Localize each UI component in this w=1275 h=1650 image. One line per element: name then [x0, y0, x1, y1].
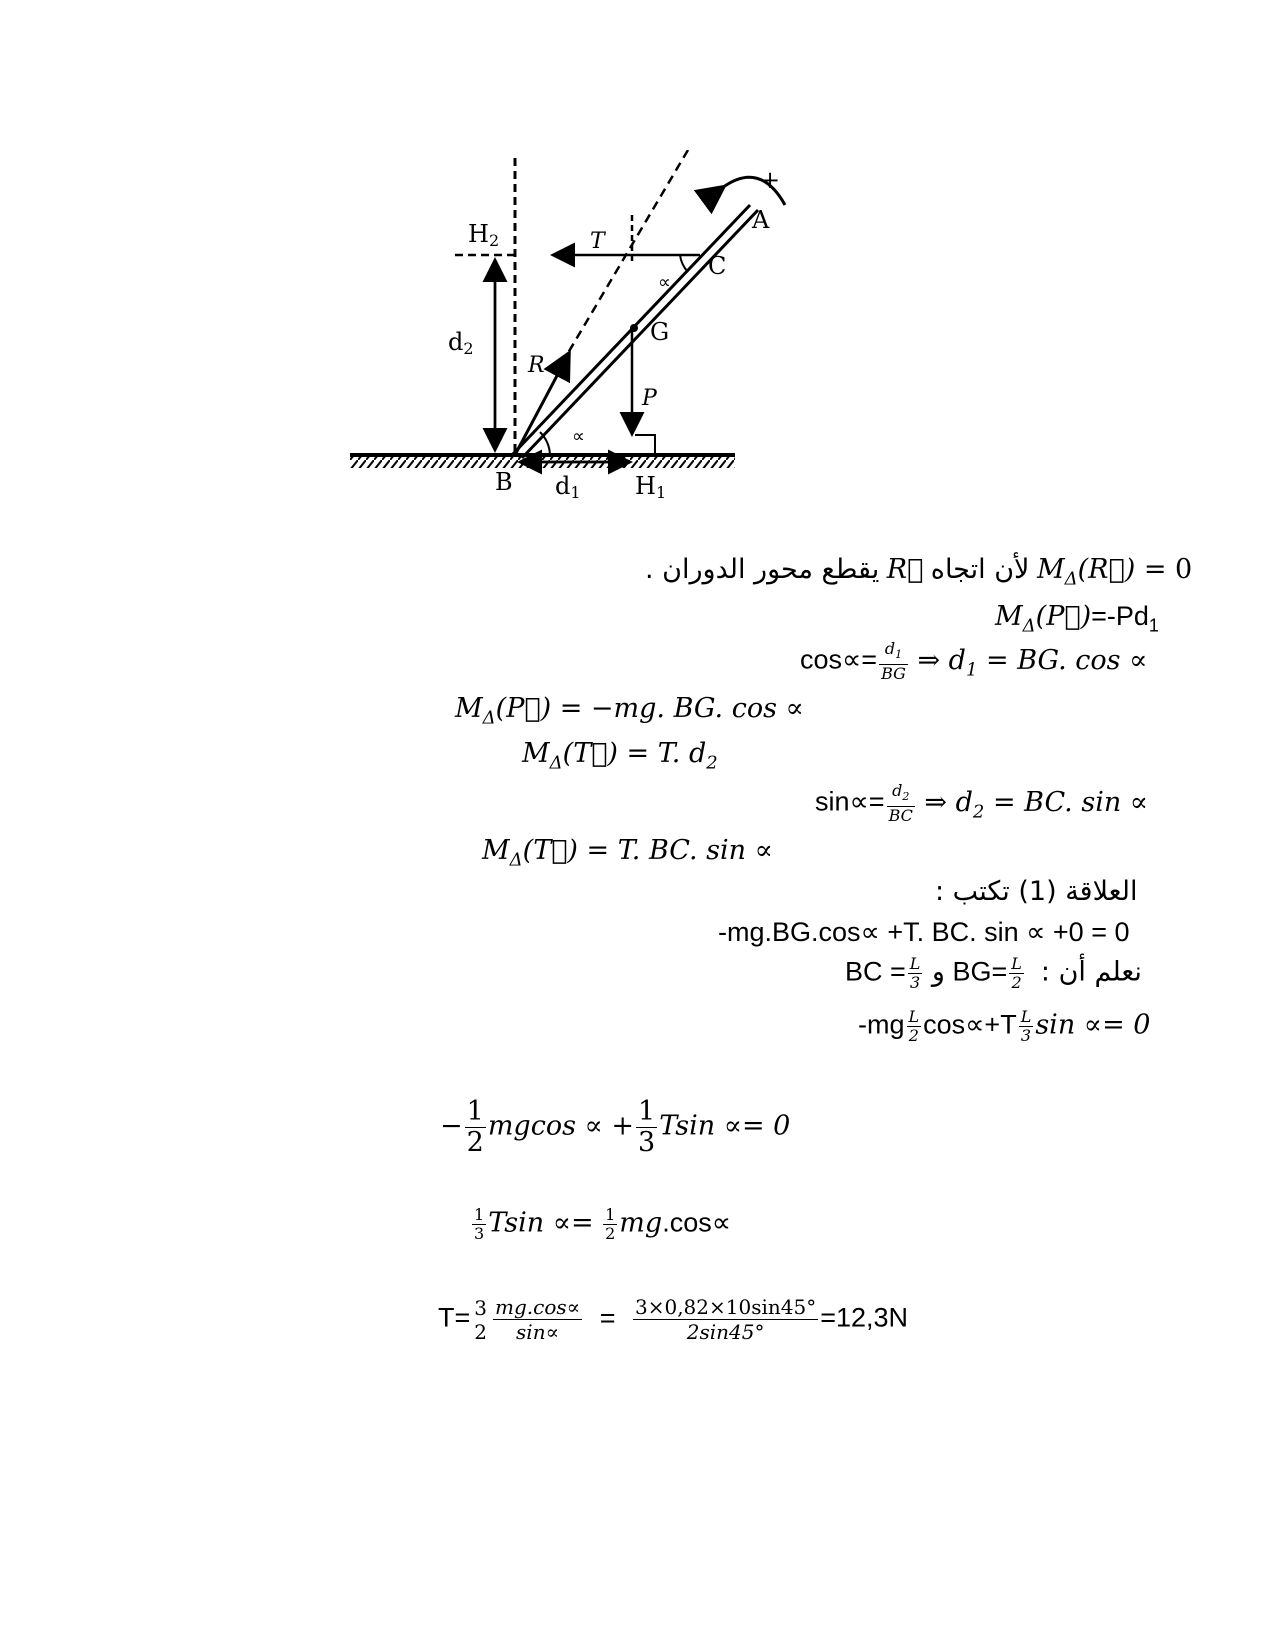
line-substituted: -mg $\frac{L}{2}$ cos∝+T $\frac{L}{3}$ sin ∝= 0 [858, 1007, 1151, 1045]
label-alpha-b: ∝ [572, 426, 585, 447]
label-r: R [528, 353, 545, 378]
label-alpha-c: ∝ [658, 272, 671, 293]
line-isolate-t: $\frac{1}{3}$ Tsin ∝= $\frac{1}{2}$ mg.cos∝ [474, 1205, 731, 1243]
line-moment-r [645, 553, 1192, 595]
label-a: A [752, 206, 770, 234]
arabic-text-rotation-axis: يقطع محور الدوران . [645, 554, 880, 585]
arabic-text-direction: لأن اتجاه [930, 554, 1030, 585]
r-vector-symbol: R [886, 554, 924, 585]
line-sin-alpha: sin∝= $\frac{d_2}{BC}$ ⇒ $d_2$ = BC. sin ∝ [815, 781, 1149, 826]
physics-diagram [350, 150, 830, 540]
center-of-mass-dot [630, 324, 638, 332]
label-p: P [642, 386, 657, 411]
label-d1: d1 [555, 472, 581, 502]
label-d2: d2 [448, 328, 474, 358]
label-h1: H1 [635, 472, 667, 502]
line-moment-t-d2: $M_\Delta(T⃗) = T$. $d_2$ [522, 738, 718, 774]
angle-arc-c [680, 255, 688, 272]
line-simplified: − $\frac{1}{2}$ mgcos ∝ + $\frac{1}{3}$ Tsin ∝= 0 [440, 1096, 791, 1158]
line-final-result: T= 3 2 $\frac{mg.\cos\propto}{\sin\propto}$ = $\frac{3\times 0,82\times 10\sin 45^\circ}{2\sin 45^\circ}$ =12,3N [438, 1295, 909, 1344]
label-g: G [650, 318, 670, 346]
label-t: T [590, 229, 605, 254]
line-moment-p-pd1: $M_\Delta(P⃗)=-Pd_1$ [995, 601, 1159, 637]
line-moment-p-full: $M_\Delta(P⃗) = -mg$. BG. cos ∝ [455, 693, 804, 729]
line-equation-sum: -mg.BG.cos∝ +T. BC. sin ∝ +0 = 0 [718, 917, 1130, 947]
right-angle-marker [635, 435, 655, 455]
label-plus: + [760, 166, 781, 194]
line-known-lengths: BC = $\frac{L}{3}$ و BG= $\frac{L}{2}$ نعلم أن : [845, 954, 1142, 992]
line-relation-writes: العلاقة (1) تكتب : [935, 876, 1138, 907]
line-cos-alpha: cos∝= $\frac{d_1}{BG}$ ⇒ $d_1$ = BG. cos ∝ [800, 639, 1148, 684]
label-b: B [495, 468, 513, 496]
moment-r-expression: $M_\Delta(R⃗) = 0$ [1036, 554, 1193, 590]
line-moment-t-full: $M_\Delta(T⃗) = T$. BC. sin ∝ [482, 835, 773, 871]
label-h2: H2 [468, 220, 500, 250]
label-c: C [708, 252, 727, 280]
